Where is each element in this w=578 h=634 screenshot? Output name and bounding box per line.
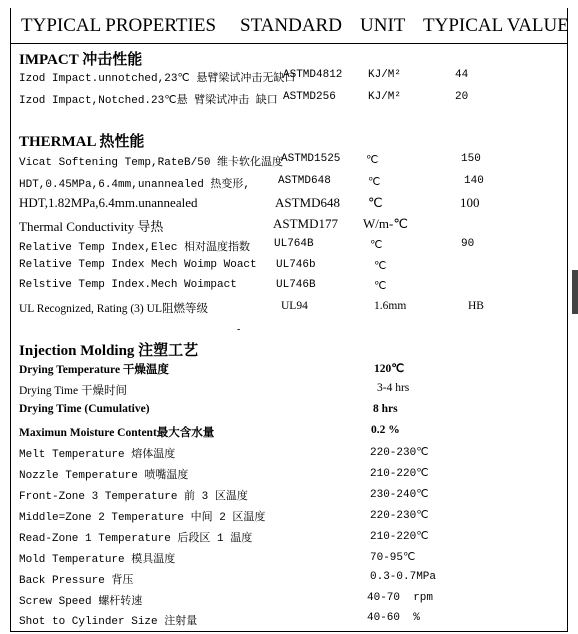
scrollbar-handle[interactable]	[572, 270, 578, 314]
standard-value: ASTMD648	[278, 175, 331, 187]
unit-value: 1.6mm	[374, 300, 407, 312]
typical-value: 70-95℃	[370, 552, 416, 564]
typical-value: 44	[455, 69, 469, 81]
typical-value: 100	[460, 195, 480, 210]
table-row	[11, 214, 567, 234]
property-name: Izod Impact.unnotched,23℃ 悬臂梁试冲击无缺口	[19, 73, 296, 85]
typical-value: 8 hrs	[373, 403, 398, 415]
table-row	[11, 610, 567, 630]
standard-value: ASTMD4812	[283, 69, 343, 81]
table-row	[11, 193, 567, 213]
table-row	[11, 173, 567, 193]
standard-value: ASTMD1525	[281, 153, 341, 165]
typical-value: 210-220℃	[370, 531, 429, 543]
unit-value: ℃	[370, 240, 383, 252]
standard-value: ASTMD648	[275, 195, 341, 210]
table-row	[11, 569, 567, 589]
typical-value: 0.2 %	[371, 424, 400, 436]
typical-value: 140	[464, 175, 484, 187]
property-name: Drying Time 干燥时间	[19, 385, 127, 397]
table-row	[11, 277, 567, 297]
property-name: Mold Temperature 模具温度	[19, 554, 176, 566]
table-row	[11, 506, 567, 526]
property-name: Relative Temp Index Mech Woimp Woact	[19, 259, 257, 271]
typical-value: 220-230℃	[370, 447, 429, 459]
property-name: UL Recognized, Rating (3) UL阻燃等级	[19, 303, 208, 315]
table-row	[11, 401, 567, 421]
unit-value: KJ/M²	[368, 69, 402, 81]
table-row	[11, 443, 567, 463]
unit-value: W/m-℃	[363, 216, 408, 231]
typical-value: 210-220℃	[370, 468, 429, 480]
table-row	[11, 67, 567, 87]
table-row	[11, 359, 567, 379]
table-row	[11, 380, 567, 400]
standard-value: UL746b	[276, 259, 316, 271]
typical-value: 0.3-0.7MPa	[370, 571, 437, 583]
property-name: Middle=Zone 2 Temperature 中间 2 区温度	[19, 512, 266, 524]
table-row	[11, 89, 567, 109]
typical-value: 230-240℃	[370, 489, 429, 501]
table-row	[11, 151, 567, 171]
header-unit: UNIT	[360, 15, 406, 36]
table-row	[11, 236, 567, 256]
standard-value: ASTMD177	[273, 216, 339, 231]
property-name: Relstive Temp Index.Mech Woimpact	[19, 279, 237, 291]
typical-value: 20	[455, 91, 469, 103]
typical-value: HB	[468, 300, 484, 312]
unit-value: ℃	[366, 155, 379, 167]
unit-value: ℃	[374, 261, 387, 273]
standard-value: UL746B	[276, 279, 316, 291]
typical-value: 40-70 rpm	[367, 592, 434, 604]
property-name: Maximun Moisture Content最大含水量	[19, 427, 215, 439]
property-name: Drying Time (Cumulative)	[19, 403, 150, 415]
header-typical-value: TYPICAL VALUE	[423, 15, 569, 36]
table-row	[11, 298, 567, 318]
stray-mark: -	[237, 324, 241, 335]
table-row	[11, 257, 567, 277]
section-thermal: THERMAL 热性能	[19, 134, 145, 150]
table-row	[11, 590, 567, 610]
header-properties: TYPICAL PROPERTIES	[21, 15, 217, 36]
property-name: HDT,1.82MPa,6.4mm.unannealed	[19, 195, 198, 210]
standard-value: UL764B	[274, 238, 314, 250]
property-name: Relative Temp Index,Elec 相对温度指数	[19, 242, 251, 254]
property-name: Izod Impact,Notched.23℃悬 臂梁试冲击 缺口	[19, 95, 278, 107]
unit-value: ℃	[368, 195, 383, 210]
unit-value: ℃	[368, 177, 381, 189]
property-name: Back Pressure 背压	[19, 575, 134, 587]
table-row	[11, 422, 567, 442]
table-row	[11, 485, 567, 505]
property-name: Screw Speed 螺杆转速	[19, 596, 143, 608]
property-name: Nozzle Temperature 喷嘴温度	[19, 470, 189, 482]
header-standard: STANDARD	[240, 15, 342, 36]
standard-value: ASTMD256	[283, 91, 336, 103]
typical-value: 150	[461, 153, 481, 165]
typical-value: 120℃	[374, 363, 405, 375]
typical-value: 3-4 hrs	[377, 382, 410, 394]
standard-value: UL94	[281, 300, 308, 312]
properties-sheet	[10, 8, 568, 632]
property-name: HDT,0.45MPa,6.4mm,unannealed 热变形,	[19, 179, 251, 191]
table-row	[11, 548, 567, 568]
unit-value: ℃	[374, 281, 387, 293]
property-name: Vicat Softening Temp,RateB/50 维卡软化温度	[19, 157, 284, 169]
property-name: Front-Zone 3 Temperature 前 3 区温度	[19, 491, 248, 503]
table-row	[11, 527, 567, 547]
table-row	[11, 464, 567, 484]
property-name: Melt Temperature 熔体温度	[19, 449, 176, 461]
typical-value: 90	[461, 238, 475, 250]
property-name: Read-Zone 1 Temperature 后段区 1 温度	[19, 533, 253, 545]
property-name: Shot to Cylinder Size 注射量	[19, 616, 198, 628]
unit-value: KJ/M²	[368, 91, 402, 103]
section-impact: IMPACT 冲击性能	[19, 52, 143, 68]
table-header	[11, 8, 567, 44]
typical-value: 40-60 %	[367, 612, 420, 624]
property-name: Drying Temperature 干燥温度	[19, 364, 169, 376]
property-name: Thermal Conductivity 导热	[19, 219, 164, 234]
typical-value: 220-230℃	[370, 510, 429, 522]
section-injection-molding: Injection Molding 注塑工艺	[19, 343, 199, 359]
